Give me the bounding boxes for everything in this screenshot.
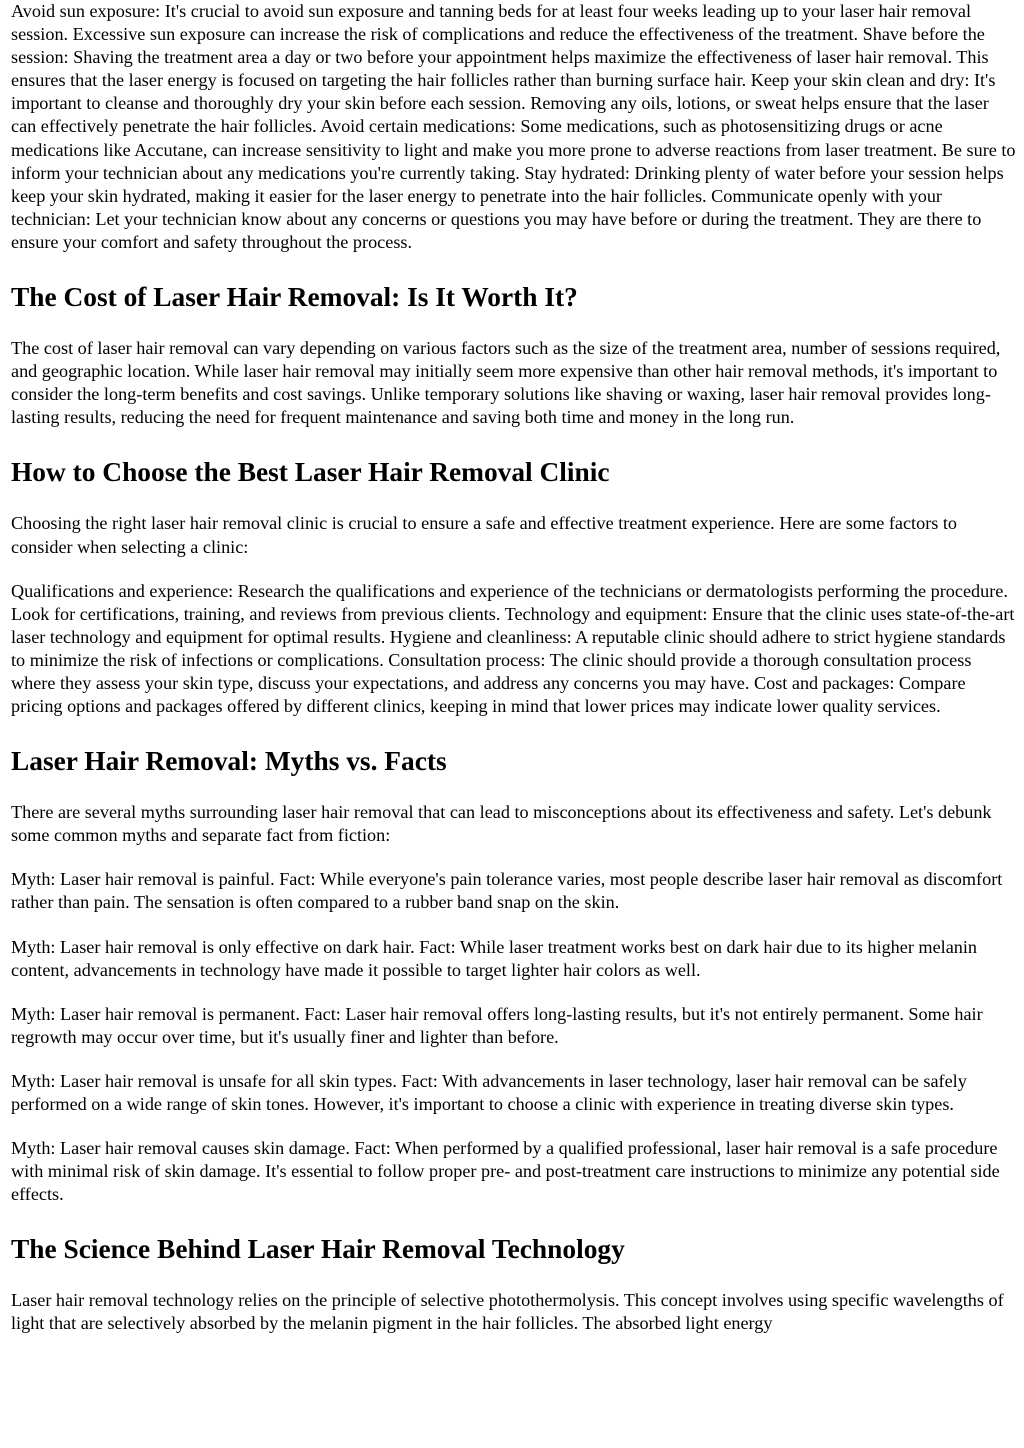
section-cost-paragraph: The cost of laser hair removal can vary depending on various factors such as the size of the treatment area, number of sessions required, and geographic location. While laser hair removal may initially seem more expensive than other hair removal methods, it's important to consider the long-term benefits and cost savings. Unlike temporary solutions like shaving or waxing, laser hair removal provides long-lasting results, reducing the need for frequent maintenance and saving both time and money in the long run. bbox=[11, 338, 1001, 428]
section-choose-clinic-paragraph-2: Qualifications and experience: Research the qualifications and experience of the technicians or dermatologists performing the procedure. Look for certifications, training, and reviews from previous clients. Technology and equipment: Ensure that the clinic uses state-of-the-art laser technology and equipment for optimal results. Hygiene and cleanliness: A reputable clinic should adhere to strict hygiene standards to minimize the risk of infections or complications. Consultation process: The clinic should provide a thorough consultation process where they assess your skin type, discuss your expectations, and address any concerns you may have. Cost and packages: Compare pricing options and packages offered by different clinics, keeping in mind that lower prices may indicate lower quality services. bbox=[11, 580, 1015, 717]
myth-skin-types-paragraph: Myth: Laser hair removal is unsafe for all skin types. Fact: With advancements in laser technology, laser hair removal can be safely performed on a wide range of skin tones. However, it's important to choose a clinic with experience in treating diverse skin types. bbox=[11, 1070, 967, 1114]
myth-skin-damage-paragraph: Myth: Laser hair removal causes skin damage. Fact: When performed by a qualified professional, laser hair removal is a safe procedure with minimal risk of skin damage. It's essential to follow proper pre- and post-treatment care instructions to minimize any potential side effects. bbox=[11, 1138, 1000, 1205]
section-myths-intro-paragraph: There are several myths surrounding laser hair removal that can lead to misconceptions about its effectiveness and safety. Let's debunk some common myths and separate fact from fiction: bbox=[11, 802, 992, 846]
myth-permanent-paragraph: Myth: Laser hair removal is permanent. Fact: Laser hair removal offers long-lasting results, but it's not entirely permanent. Some hair regrowth may occur over time, but it's usually finer and lighter than before. bbox=[11, 1003, 983, 1047]
myth-dark-hair-paragraph: Myth: Laser hair removal is only effective on dark hair. Fact: While laser treatment works best on dark hair due to its higher melanin content, advancements in technology have made it possible to target lighter hair colors as well. bbox=[11, 936, 978, 980]
section-science-paragraph: Laser hair removal technology relies on the principle of selective photothermolysis. This concept involves using specific wavelengths of light that are selectively absorbed by the melanin pigment in the hair follicles. The absorbed light energy bbox=[11, 1290, 1004, 1334]
section-heading-choose-clinic: How to Choose the Best Laser Hair Removal Clinic bbox=[11, 457, 610, 488]
section-heading-myths-facts: Laser Hair Removal: Myths vs. Facts bbox=[11, 746, 447, 777]
intro-paragraph: Avoid sun exposure: It's crucial to avoid sun exposure and tanning beds for at least four weeks leading up to your laser hair removal session. Excessive sun exposure can increase the risk of complications and reduce the effectiveness of the treatment. Shave before the session: Shaving the treatment area a day or two before your appointment helps maximize the effectiveness of laser hair removal. This ensures that the laser energy is focused on targeting the hair follicles rather than burning surface hair. Keep your skin clean and dry: It's important to cleanse and thoroughly dry your skin before each session. Removing any oils, lotions, or sweat helps ensure that the laser can effectively penetrate the hair follicles. Avoid certain medications: Some medications, such as photosensitizing drugs or acne medications like Accutane, can increase sensitivity to light and make you more prone to adverse reactions from laser treatment. Be sure to inform your technician about any medications you're currently taking. Stay hydrated: Drinking plenty of water before your session helps keep your skin hydrated, making it easier for the laser energy to penetrate into the hair follicles. Communicate openly with your technician: Let your technician know about any concerns or questions you may have before or during the treatment. They are there to ensure your comfort and safety throughout the process. bbox=[11, 1, 1016, 252]
section-heading-science: The Science Behind Laser Hair Removal Technology bbox=[11, 1234, 625, 1265]
section-choose-clinic-paragraph-1: Choosing the right laser hair removal clinic is crucial to ensure a safe and effective treatment experience. Here are some factors to consider when selecting a clinic: bbox=[11, 513, 958, 557]
myth-painful-paragraph: Myth: Laser hair removal is painful. Fact: While everyone's pain tolerance varies, most people describe laser hair removal as discomfort rather than pain. The sensation is often compared to a rubber band snap on the skin. bbox=[11, 869, 1003, 913]
section-heading-cost: The Cost of Laser Hair Removal: Is It Worth It? bbox=[11, 282, 578, 313]
